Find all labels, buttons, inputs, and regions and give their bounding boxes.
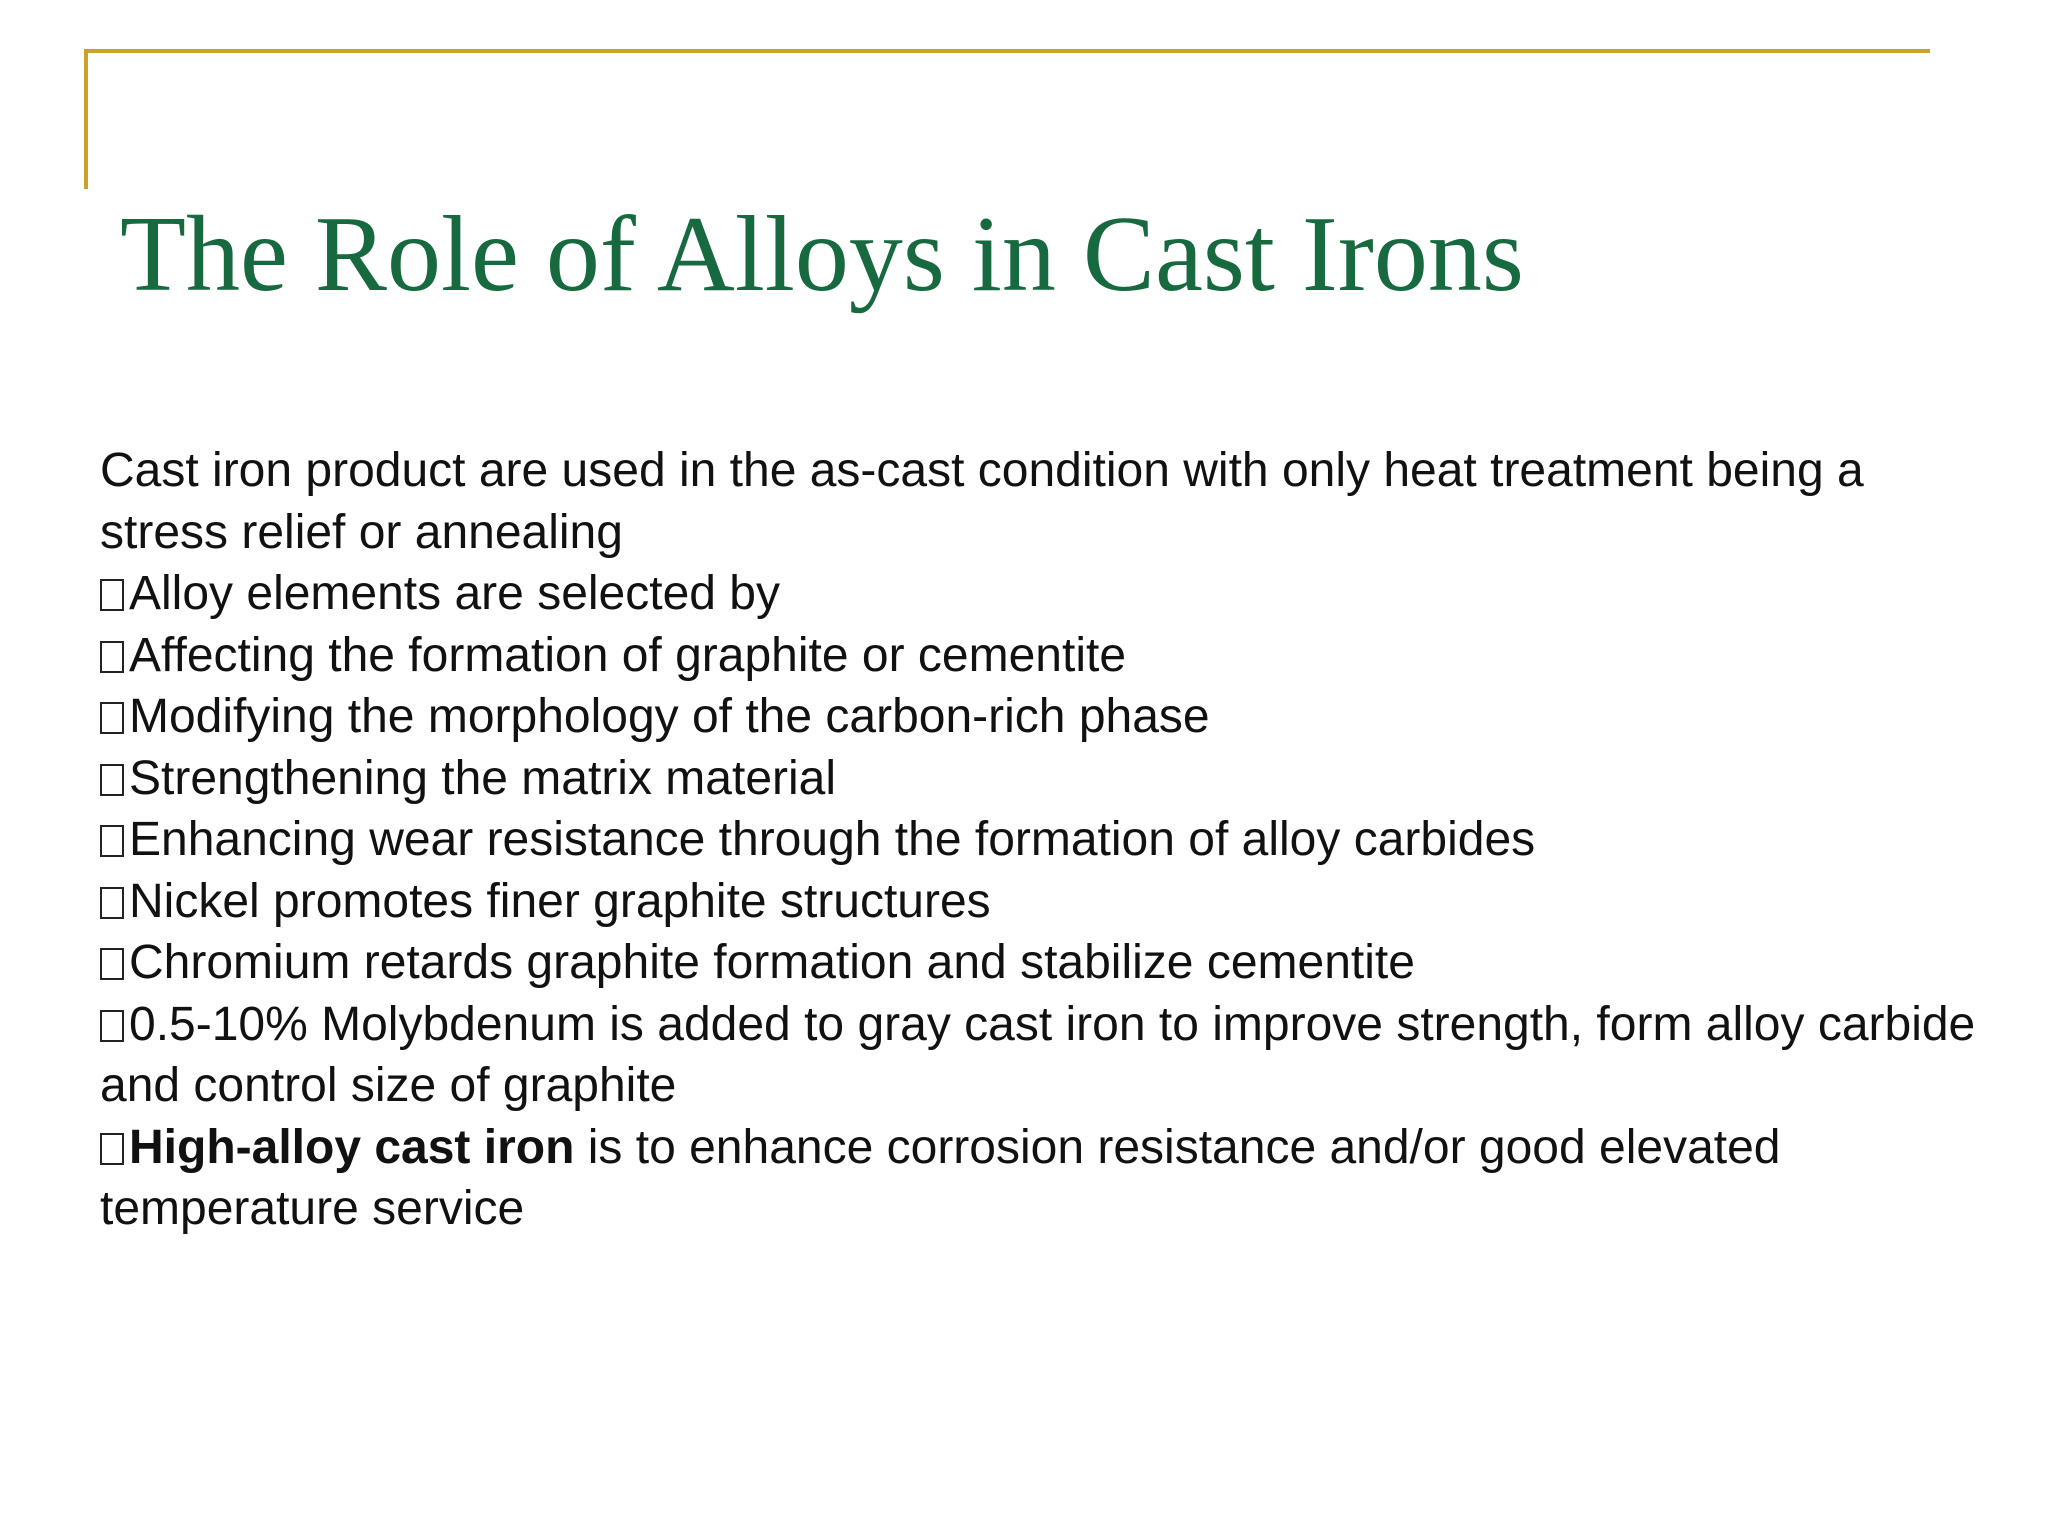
bullet-item (100, 686, 1980, 748)
bullet-box-icon (100, 764, 124, 796)
bullet-box-icon (100, 1133, 124, 1165)
bullet-text: Affecting the formation of graphite or cementite (129, 628, 1127, 682)
bullet-text: Alloy elements are selected by (129, 567, 780, 620)
bullet-item (100, 563, 1980, 625)
bullet-box-icon (100, 887, 124, 919)
bullet-box-icon (100, 702, 124, 734)
bullet-text: is to enhance corrosion resistance and/or good elevated temperature service (100, 1120, 1781, 1235)
bullet-item (100, 932, 1980, 994)
intro-paragraph: Cast iron product are used in the as-cast condition with only heat treatment being a stress relief or annealing (100, 444, 1864, 559)
accent-line-left (84, 49, 88, 189)
slide-body (100, 440, 1980, 1240)
bullet-box-icon (100, 948, 124, 980)
bullet-item (100, 871, 1980, 933)
bullet-box-icon (100, 579, 124, 611)
accent-line-top (84, 49, 1930, 53)
bullet-box-icon (100, 1010, 124, 1042)
bullet-box-icon (100, 825, 124, 857)
bullet-item (100, 809, 1980, 871)
bullet-text: Modifying the morphology of the carbon-rich phase (129, 690, 1210, 743)
bullet-bold-term: High-alloy cast iron (129, 1120, 575, 1174)
bullet-text: Enhancing wear resistance through the formation of alloy carbides (129, 813, 1536, 866)
bullet-item (100, 994, 1980, 1117)
bullet-item (100, 748, 1980, 810)
bullet-text: Nickel promotes finer graphite structures (129, 874, 991, 928)
bullet-text: 0.5-10% Molybdenum is added to gray cast iron to improve strength, form alloy carbide and control size of graphite (100, 997, 1976, 1112)
slide-title: The Role of Alloys in Cast Irons (120, 195, 1524, 314)
bullet-item (100, 625, 1980, 687)
bullet-text: Chromium retards graphite formation and stabilize cementite (129, 936, 1415, 989)
bullet-text: Strengthening the matrix material (129, 751, 837, 805)
bullet-item (100, 1117, 1980, 1240)
bullet-box-icon (100, 641, 124, 673)
